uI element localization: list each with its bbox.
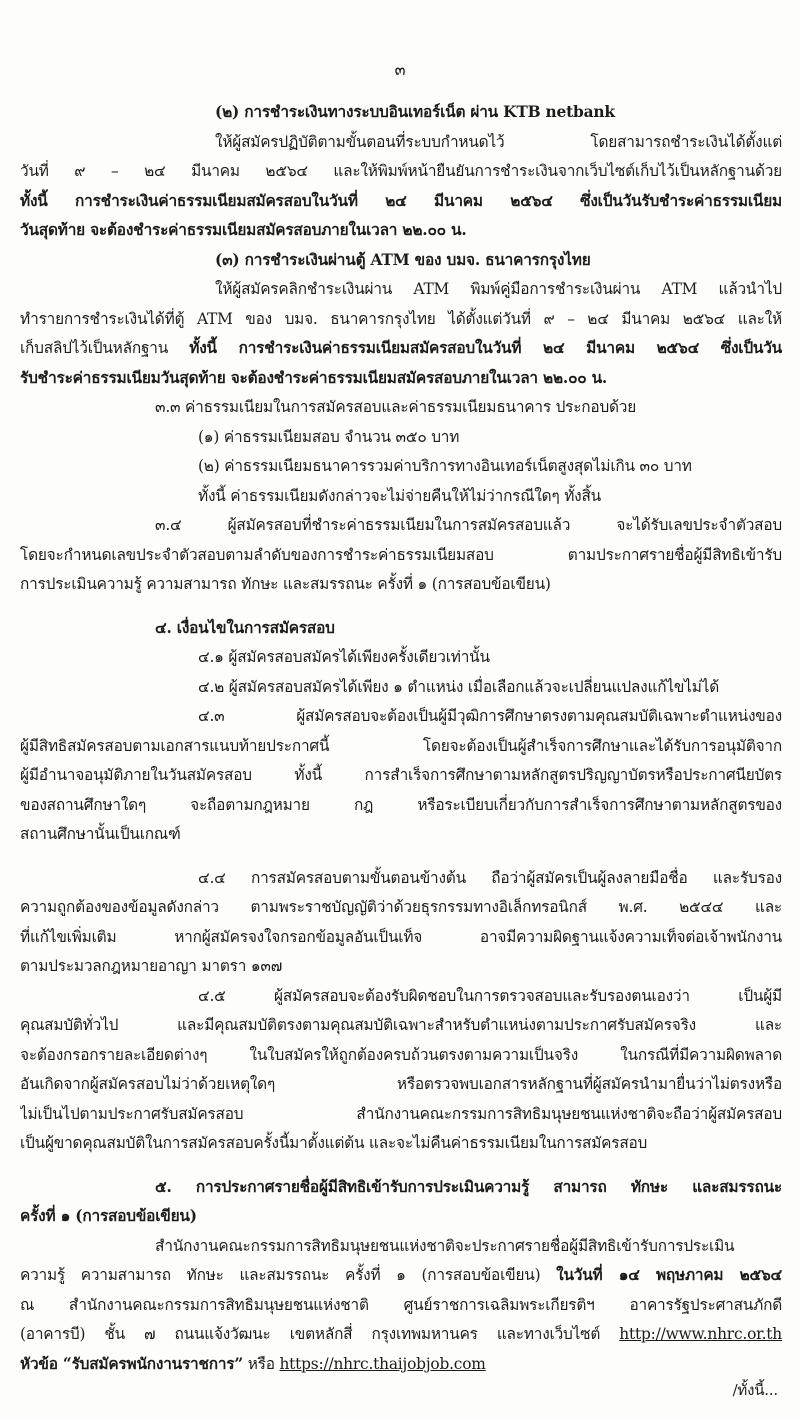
paragraph-line: คุณสมบัติทั่วไป และมีคุณสมบัติตรงตามคุณสมบัติเฉพาะสำหรับตำแหน่งตามประกาศรับสมัครจริง และ — [20, 1016, 782, 1034]
section-5-heading: ๕. การประกาศรายชื่อผู้มีสิทธิเข้ารับการประเมินความรู้ สามารถ ทักษะ และสมรรถนะ — [155, 1177, 782, 1196]
paragraph-line: ผู้มีอำนาจอนุมัติภายในวันสมัครสอบ ทั้งนี้ การสำเร็จการศึกษาตามหลักสูตรปริญญาบัตรหรือประกาศนียบัตร — [20, 766, 782, 784]
document-body — [20, 98, 782, 1379]
section-4-5: ๔.๕ ผู้สมัครสอบจะต้องรับผิดชอบในการตรวจสอบและรับรองตนเองว่า เป็นผู้มี — [198, 986, 782, 1005]
section-4-heading: ๔. เงื่อนไขในการสมัครสอบ — [155, 618, 335, 637]
text-run: (อาคารบี) ชั้น ๗ ถนนแจ้งวัฒนะ เขตหลักสี่ กรุงเทพมหานคร และทางเว็บไซต์ — [20, 1325, 620, 1343]
section-3-4: ๓.๔ ผู้สมัครสอบที่ชำระค่าธรรมเนียมในการสมัครสอบแล้ว จะได้รับเลขประจำตัวสอบ — [155, 516, 782, 534]
fee-item-2: (๒) ค่าธรรมเนียมธนาคารรวมค่าบริการทางอินเทอร์เน็ตสูงสุดไม่เกิน ๓๐ บาท — [198, 457, 692, 475]
paragraph-line — [20, 1320, 782, 1350]
paragraph-line: ความถูกต้องของข้อมูลดังกล่าว ตามพระราชบัญญัติว่าด้วยธุรกรรมทางอิเล็กทรอนิกส์ พ.ศ. ๒๕๔๔ และ — [20, 898, 782, 916]
paragraph-line: ไม่เป็นไปตามประกาศรับสมัครสอบ สำนักงานคณะกรรมการสิทธิมนุษยชนแห่งชาติจะถือว่าผู้สมัครสอบ — [20, 1104, 782, 1123]
text-run: ความรู้ ความสามารถ ทักษะ และสมรรถนะ ครั้งที่ ๑ (การสอบข้อเขียน) — [20, 1266, 557, 1284]
paragraph-line: วันที่ ๙ – ๒๔ มีนาคม ๒๕๖๔ และให้พิมพ์หน้ายืนยันการชำระเงินจากเว็บไซต์เก็บไว้เป็นหลักฐานด้วย — [20, 162, 782, 180]
paragraph-line: ตามประมวลกฎหมายอาญา มาตรา ๑๓๗ — [20, 957, 283, 975]
paragraph-line: การประเมินความรู้ ความสามารถ ทักษะ และสมรรถนะ ครั้งที่ ๑ (การสอบข้อเขียน) — [20, 575, 551, 593]
paragraph-line: ให้ผู้สมัครปฏิบัติตามขั้นตอนที่ระบบกำหนดไว้ โดยสามารถชำระเงินได้ตั้งแต่ — [215, 132, 782, 151]
paragraph-line — [20, 1350, 782, 1380]
paragraph-line: อันเกิดจากผู้สมัครสอบไม่ว่าด้วยเหตุใดๆ หรือตรวจพบเอกสารหลักฐานที่ผู้สมัครนำมายื่นว่าไม่ตรงหรือ — [20, 1075, 782, 1093]
paragraph-line: ผู้มีสิทธิสมัครสอบตามเอกสารแนบท้ายประกาศนี้ โดยจะต้องเป็นผู้สำเร็จการศึกษาและได้รับการอนุมัติจาก — [20, 736, 782, 755]
text-run-bold: หัวข้อ “รับสมัครพนักงานราชการ” — [20, 1354, 243, 1373]
text-run-bold: ทั้งนี้ การชำระเงินค่าธรรมเนียมสมัครสอบในวันที่ ๒๔ มีนาคม ๒๕๖๔ ซึ่งเป็นวัน — [189, 339, 782, 357]
section-5-heading-cont: ครั้งที่ ๑ (การสอบข้อเขียน) — [20, 1207, 197, 1225]
text-run: หรือ — [243, 1354, 280, 1373]
section-3-3: ๓.๓ ค่าธรรมเนียมในการสมัครสอบและค่าธรรมเนียมธนาคาร ประกอบด้วย — [155, 398, 637, 416]
paragraph-line: สถานศึกษานั้นเป็นเกณฑ์ — [20, 825, 181, 843]
page-number: ๓ — [394, 60, 406, 79]
section-4-3: ๔.๓ ผู้สมัครสอบจะต้องเป็นผู้มีวุฒิการศึกษาตรงตามคุณสมบัติเฉพาะตำแหน่งของ — [198, 707, 782, 725]
paragraph-line: ที่แก้ไขเพิ่มเติม หากผู้สมัครจงใจกรอกข้อมูลอันเป็นเท็จ อาจมีความผิดฐานแจ้งความเท็จต่อเจ้าพนักงาน — [20, 927, 782, 946]
paragraph-line: ทั้งนี้ การชำระเงินค่าธรรมเนียมสมัครสอบในวันที่ ๒๔ มีนาคม ๒๕๖๔ ซึ่งเป็นวันรับชำระค่าธรรมเนียม — [20, 191, 782, 210]
ktb-netbank-heading: (๒) การชำระเงินทางระบบอินเทอร์เน็ต ผ่าน KTB netbank — [215, 103, 615, 121]
thaijobjob-link[interactable]: https://nhrc.thaijobjob.com — [279, 1354, 486, 1373]
paragraph-line — [20, 1261, 782, 1291]
paragraph-line: จะต้องกรอกรายละเอียดต่างๆ ในใบสมัครให้ถูกต้องครบถ้วนตรงตามความเป็นจริง ในกรณีที่มีความผิดพลาด — [20, 1045, 782, 1064]
announcement-date: ในวันที่ ๑๔ พฤษภาคม ๒๕๖๔ — [556, 1266, 782, 1284]
paragraph-line: รับชำระค่าธรรมเนียมวันสุดท้าย จะต้องชำระค่าธรรมเนียมสมัครสอบภายในเวลา ๒๒.๐๐ น. — [20, 368, 608, 387]
continuation-footer: /ทั้งนี้... — [732, 1381, 778, 1399]
section-4-1: ๔.๑ ผู้สมัครสอบสมัครได้เพียงครั้งเดียวเท่านั้น — [198, 648, 490, 666]
paragraph-line: วันสุดท้าย จะต้องชำระค่าธรรมเนียมสมัครสอบภายในเวลา ๒๒.๐๐ น. — [20, 221, 467, 239]
fee-item-1: (๑) ค่าธรรมเนียมสอบ จำนวน ๓๕๐ บาท — [198, 427, 460, 446]
paragraph-line — [20, 334, 782, 364]
paragraph-line: ณ สำนักงานคณะกรรมการสิทธิมนุษยชนแห่งชาติ ศูนย์ราชการเฉลิมพระเกียรติฯ อาคารรัฐประศาสนภักดี — [20, 1295, 782, 1314]
paragraph-line: ทำรายการชำระเงินได้ที่ตู้ ATM ของ บมจ. ธนาคารกรุงไทย ได้ตั้งแต่วันที่ ๙ – ๒๔ มีนาคม ๒๕๖๔ และให้ — [20, 309, 782, 328]
fee-note: ทั้งนี้ ค่าธรรมเนียมดังกล่าวจะไม่จ่ายคืนให้ไม่ว่ากรณีใดๆ ทั้งสิ้น — [198, 486, 601, 505]
section-4-2: ๔.๒ ผู้สมัครสอบสมัครได้เพียง ๑ ตำแหน่ง เมื่อเลือกแล้วจะเปลี่ยนแปลงแก้ไขไม่ได้ — [198, 677, 719, 696]
paragraph-line: โดยจะกำหนดเลขประจำตัวสอบตามลำดับของการชำระค่าธรรมเนียมสอบ ตามประกาศรายชื่อผู้มีสิทธิเข้ารับ — [20, 545, 782, 564]
paragraph-line: สำนักงานคณะกรรมการสิทธิมนุษยชนแห่งชาติจะประกาศรายชื่อผู้มีสิทธิเข้ารับการประเมิน — [155, 1236, 735, 1255]
text-run: เก็บสลิปไว้เป็นหลักฐาน — [20, 339, 190, 357]
paragraph-line: ของสถานศึกษาใดๆ จะถือตามกฎหมาย กฎ หรือระเบียบเกี่ยวกับการสำเร็จการศึกษาตามหลักสูตรของ — [20, 795, 782, 814]
atm-heading: (๓) การชำระเงินผ่านตู้ ATM ของ บมจ. ธนาคารกรุงไทย — [215, 250, 591, 269]
nhrc-website-link[interactable]: http://www.nhrc.or.th — [619, 1325, 782, 1343]
paragraph-line: ให้ผู้สมัครคลิกชำระเงินผ่าน ATM พิมพ์คู่มือการชำระเงินผ่าน ATM แล้วนำไป — [215, 280, 782, 298]
section-4-4: ๔.๔ การสมัครสอบตามขั้นตอนข้างต้น ถือว่าผู้สมัครเป็นผู้ลงลายมือชื่อ และรับรอง — [198, 868, 782, 887]
paragraph-line: เป็นผู้ขาดคุณสมบัติในการสมัครสอบครั้งนี้มาตั้งแต่ต้น และจะไม่คืนค่าธรรมเนียมในการสมัครสอบ — [20, 1134, 648, 1152]
